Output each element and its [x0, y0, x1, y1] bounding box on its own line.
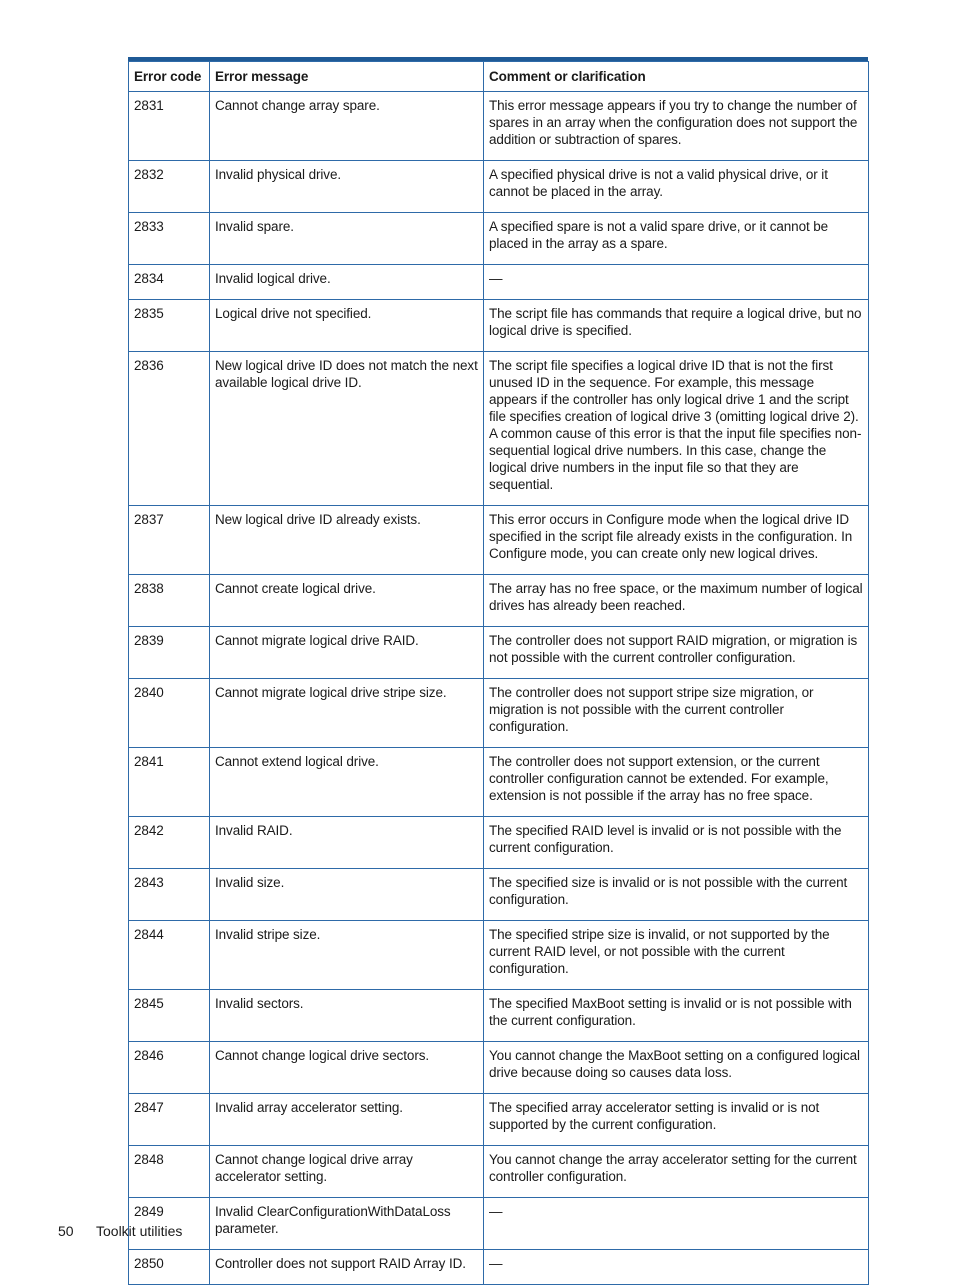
error-code-cell: 2832	[129, 161, 210, 213]
error-message-cell: Invalid physical drive.	[210, 161, 484, 213]
error-code-cell: 2841	[129, 748, 210, 817]
error-message-cell: Invalid sectors.	[210, 990, 484, 1042]
error-code-table	[128, 61, 869, 1285]
comment-cell: The specified RAID level is invalid or is not possible with the current configuration.	[484, 817, 869, 869]
error-code-cell: 2848	[129, 1146, 210, 1198]
error-message-cell: Invalid ClearConfigurationWithDataLoss parameter.	[210, 1198, 484, 1250]
table-row	[129, 627, 869, 679]
error-message-cell: New logical drive ID already exists.	[210, 506, 484, 575]
error-message-cell: New logical drive ID does not match the next available logical drive ID.	[210, 352, 484, 506]
error-code-cell: 2846	[129, 1042, 210, 1094]
comment-cell: The controller does not support extension, or the current controller configuration cannot be extended. For example, extension is not possible if the array has no free space.	[484, 748, 869, 817]
table-row	[129, 748, 869, 817]
table-row	[129, 352, 869, 506]
error-code-cell: 2845	[129, 990, 210, 1042]
comment-cell: The specified array accelerator setting is invalid or is not supported by the current configuration.	[484, 1094, 869, 1146]
comment-cell: The specified MaxBoot setting is invalid or is not possible with the current configuration.	[484, 990, 869, 1042]
table-row	[129, 265, 869, 300]
error-code-table-container	[128, 57, 868, 1285]
error-message-cell: Invalid logical drive.	[210, 265, 484, 300]
table-row	[129, 575, 869, 627]
header-error-code: Error code	[129, 62, 210, 92]
page-number: 50	[58, 1223, 74, 1239]
comment-cell: —	[484, 1198, 869, 1250]
error-message-cell: Cannot extend logical drive.	[210, 748, 484, 817]
error-message-cell: Invalid array accelerator setting.	[210, 1094, 484, 1146]
comment-cell: A specified spare is not a valid spare drive, or it cannot be placed in the array as a spare.	[484, 213, 869, 265]
comment-cell: You cannot change the MaxBoot setting on a configured logical drive because doing so causes data loss.	[484, 1042, 869, 1094]
comment-cell: You cannot change the array accelerator setting for the current controller configuration.	[484, 1146, 869, 1198]
error-code-cell: 2836	[129, 352, 210, 506]
error-code-cell: 2840	[129, 679, 210, 748]
comment-cell: This error message appears if you try to change the number of spares in an array when the configuration does not support the addition or subtraction of spares.	[484, 92, 869, 161]
error-message-cell: Cannot change logical drive array accelerator setting.	[210, 1146, 484, 1198]
comment-cell: The controller does not support RAID migration, or migration is not possible with the current controller configuration.	[484, 627, 869, 679]
header-error-message: Error message	[210, 62, 484, 92]
table-row	[129, 300, 869, 352]
error-message-cell: Cannot change array spare.	[210, 92, 484, 161]
comment-cell: The array has no free space, or the maximum number of logical drives has already been reached.	[484, 575, 869, 627]
table-row	[129, 1094, 869, 1146]
table-header-row	[129, 62, 869, 92]
comment-cell: A specified physical drive is not a valid physical drive, or it cannot be placed in the array.	[484, 161, 869, 213]
table-row	[129, 213, 869, 265]
table-row	[129, 1146, 869, 1198]
error-code-cell: 2839	[129, 627, 210, 679]
comment-cell: The controller does not support stripe size migration, or migration is not possible with the current controller configuration.	[484, 679, 869, 748]
error-message-cell: Invalid spare.	[210, 213, 484, 265]
table-row	[129, 921, 869, 990]
error-code-cell: 2849	[129, 1198, 210, 1250]
error-code-cell: 2833	[129, 213, 210, 265]
error-code-cell: 2831	[129, 92, 210, 161]
comment-cell: This error occurs in Configure mode when the logical drive ID specified in the script file already exists in the configuration. In Configure mode, you can create only new logical drives.	[484, 506, 869, 575]
error-code-cell: 2844	[129, 921, 210, 990]
error-message-cell: Invalid size.	[210, 869, 484, 921]
error-code-cell: 2842	[129, 817, 210, 869]
comment-cell: The script file has commands that require a logical drive, but no logical drive is specified.	[484, 300, 869, 352]
error-code-cell: 2835	[129, 300, 210, 352]
comment-cell: —	[484, 1250, 869, 1285]
error-code-cell: 2847	[129, 1094, 210, 1146]
error-message-cell: Invalid RAID.	[210, 817, 484, 869]
table-row	[129, 1198, 869, 1250]
error-message-cell: Cannot migrate logical drive RAID.	[210, 627, 484, 679]
error-code-cell: 2837	[129, 506, 210, 575]
table-row	[129, 506, 869, 575]
page-footer	[58, 1223, 182, 1239]
table-row	[129, 990, 869, 1042]
table-row	[129, 1042, 869, 1094]
comment-cell: The specified size is invalid or is not possible with the current configuration.	[484, 869, 869, 921]
comment-cell: —	[484, 265, 869, 300]
error-message-cell: Logical drive not specified.	[210, 300, 484, 352]
table-row	[129, 869, 869, 921]
error-code-cell: 2838	[129, 575, 210, 627]
error-message-cell: Cannot create logical drive.	[210, 575, 484, 627]
error-code-cell: 2834	[129, 265, 210, 300]
table-row	[129, 679, 869, 748]
comment-cell: The specified stripe size is invalid, or not supported by the current RAID level, or not possible with the current configuration.	[484, 921, 869, 990]
table-row	[129, 92, 869, 161]
header-comment: Comment or clarification	[484, 62, 869, 92]
comment-cell: The script file specifies a logical drive ID that is not the first unused ID in the sequence. For example, this message appears if the controller has only logical drive 1 and the script file specifies creation of logical drive 3 (omitting logical drive 2). A common cause of this error is that the input file specifies non-sequential logical drive numbers. In this case, change the logical drive numbers in the input file so that they are sequential.	[484, 352, 869, 506]
table-row	[129, 1250, 869, 1285]
error-message-cell: Invalid stripe size.	[210, 921, 484, 990]
error-message-cell: Controller does not support RAID Array ID.	[210, 1250, 484, 1285]
table-row	[129, 161, 869, 213]
error-message-cell: Cannot change logical drive sectors.	[210, 1042, 484, 1094]
footer-section-title: Toolkit utilities	[96, 1223, 183, 1239]
error-code-cell: 2843	[129, 869, 210, 921]
error-message-cell: Cannot migrate logical drive stripe size.	[210, 679, 484, 748]
table-row	[129, 817, 869, 869]
error-code-cell: 2850	[129, 1250, 210, 1285]
